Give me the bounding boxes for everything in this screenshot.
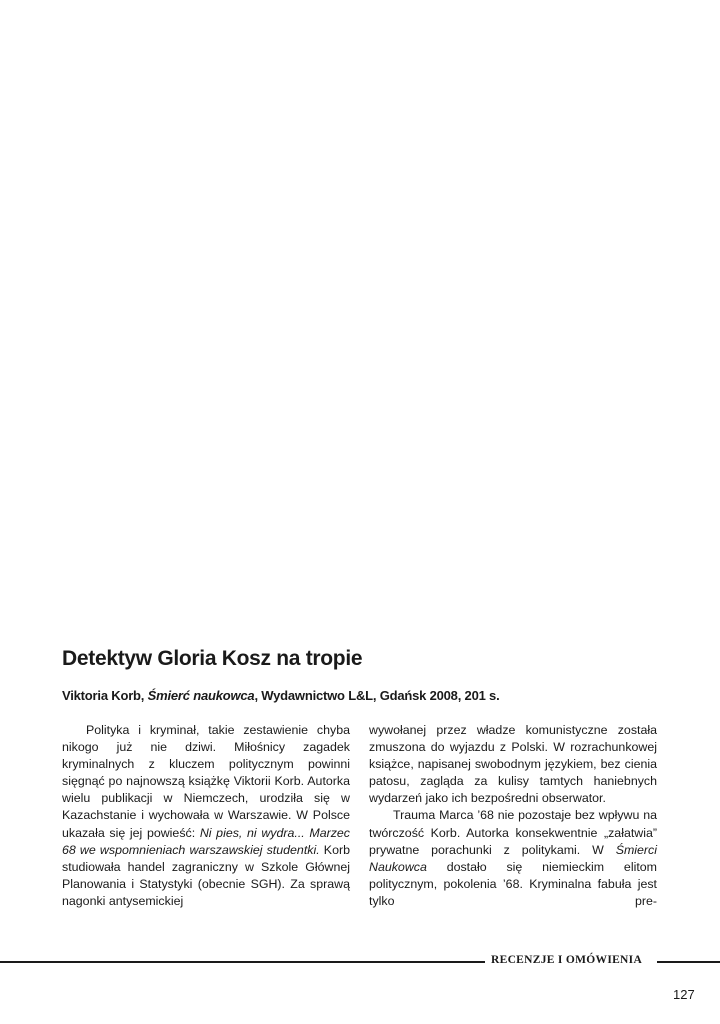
right-p2-text-b: dostało się niemieckim elitom politycznym, pokolenia ’68. Kryminalna fabuła jest tylko pre- bbox=[369, 859, 657, 908]
article-title: Detektyw Gloria Kosz na tropie bbox=[62, 647, 363, 670]
section-label: RECENZJE I OMÓWIENIA bbox=[491, 954, 643, 966]
left-column bbox=[62, 722, 350, 910]
right-paragraph-2 bbox=[369, 807, 657, 910]
left-p1-text-a: Polityka i kryminał, takie zestawienie chyba nikogo już nie dziwi. Miłośnicy zagadek kryminalnych z kluczem politycznym powinni sięgnąć po najnowszą książkę Viktorii Korb. Autorka wielu publikacji w Niemczech, urodziła się w Kazachstanie i wychowała w Warszawie. W Polsce ukazała się jej powieść: bbox=[62, 723, 350, 840]
left-p1-italic-title: Ni pies, ni wydra... Marzec 68 we wspomnieniach warszawskiej studentki. bbox=[62, 825, 350, 857]
citation-book-title: Śmierć naukowca bbox=[147, 688, 255, 703]
citation-publisher: , Wydawnictwo L&L, Gdańsk 2008, 201 s. bbox=[254, 688, 500, 703]
right-p2-italic-title: Śmierci Naukowca bbox=[369, 842, 657, 874]
left-p1-text-b: Korb studiowała handel zagraniczny w Szkole Głównej Planowania i Statystyki (obecnie SGH). Za sprawą nagonki antysemickiej bbox=[62, 842, 350, 908]
right-column bbox=[369, 722, 657, 910]
right-paragraph-1: wywołanej przez władze komunistyczne została zmuszona do wyjazdu z Polski. W rozrachunkowej książce, napisanej swobodnym językiem, bez cienia patosu, zagląda za kulisy tamtych haniebnych wydarzeń jako ich bezpośredni obserwator. bbox=[369, 723, 657, 806]
book-citation bbox=[62, 688, 499, 703]
page-number: 127 bbox=[673, 987, 695, 1002]
left-paragraph-1 bbox=[62, 722, 350, 910]
right-p2-text-a: Trauma Marca ’68 nie pozostaje bez wpływu na twórczość Korb. Autorka konsekwentnie „załatwia” prywatne porachunki z politykami. W bbox=[369, 808, 657, 857]
citation-author: Viktoria Korb, bbox=[62, 688, 148, 703]
footer-rule-right bbox=[657, 961, 720, 963]
footer-rule-left bbox=[0, 961, 485, 963]
